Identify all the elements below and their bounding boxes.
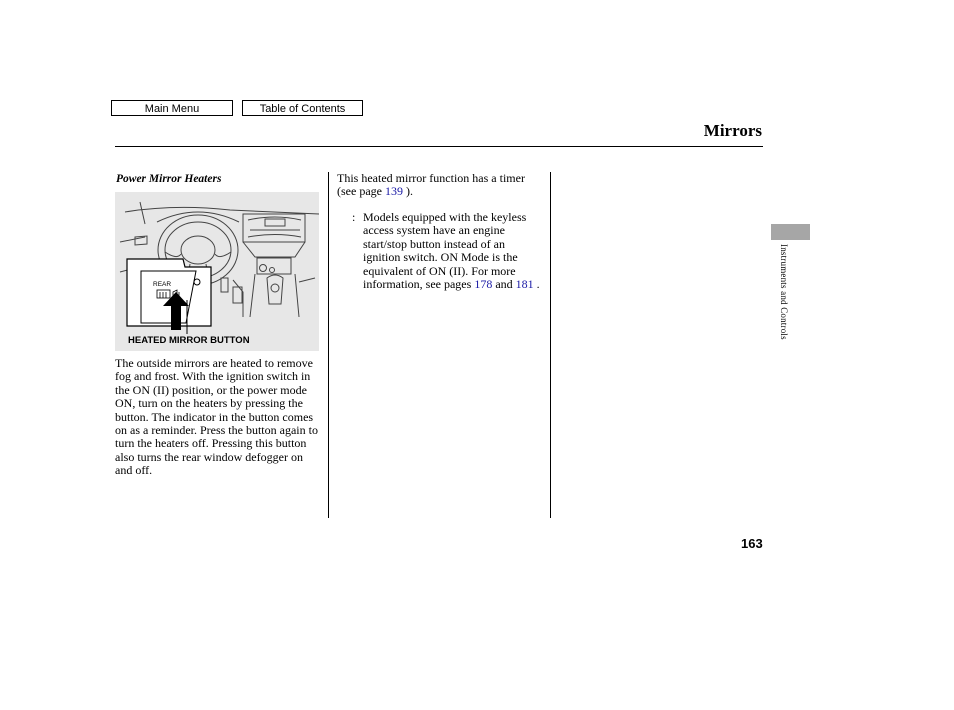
- page-link-178[interactable]: 178: [474, 277, 493, 292]
- column-divider-right: [550, 172, 551, 518]
- page-link-181[interactable]: 181: [515, 277, 534, 292]
- rear-button-label: REAR: [153, 281, 172, 288]
- dashboard-figure: [115, 192, 319, 351]
- header-rule: [115, 146, 763, 147]
- section-label: Instruments and Controls: [779, 244, 789, 340]
- column-divider-left: [328, 172, 329, 518]
- note-marker: :: [352, 210, 356, 224]
- note-text: Models equipped with the keyless access system have an engine start/stop button instead of an ignition switch. ON Mode is the equivalent of ON (II). For more information, see pages 178 and 181 .: [363, 210, 540, 292]
- body-text-timer: This heated mirror function has a timer (see page 139 ).: [337, 171, 525, 199]
- page-number: 163: [741, 536, 763, 551]
- page-link-139[interactable]: 139: [384, 184, 403, 199]
- table-of-contents-button[interactable]: Table of Contents: [242, 100, 363, 116]
- section-heading: Power Mirror Heaters: [116, 173, 222, 185]
- body-text-heaters: The outside mirrors are heated to remove fog and frost. With the ignition switch in the ON (II) position, or the power mode ON, turn on the heaters by pressing the button. The indicator in the button comes on as a reminder. Press the button again to turn the heaters off. Pressing this button also turns the rear window defogger on and off.: [115, 356, 318, 478]
- section-tab: [771, 224, 810, 240]
- figure-caption: HEATED MIRROR BUTTON: [128, 335, 250, 346]
- main-menu-button[interactable]: Main Menu: [111, 100, 233, 116]
- page-title: Mirrors: [703, 121, 762, 140]
- dashboard-illustration: [115, 192, 319, 351]
